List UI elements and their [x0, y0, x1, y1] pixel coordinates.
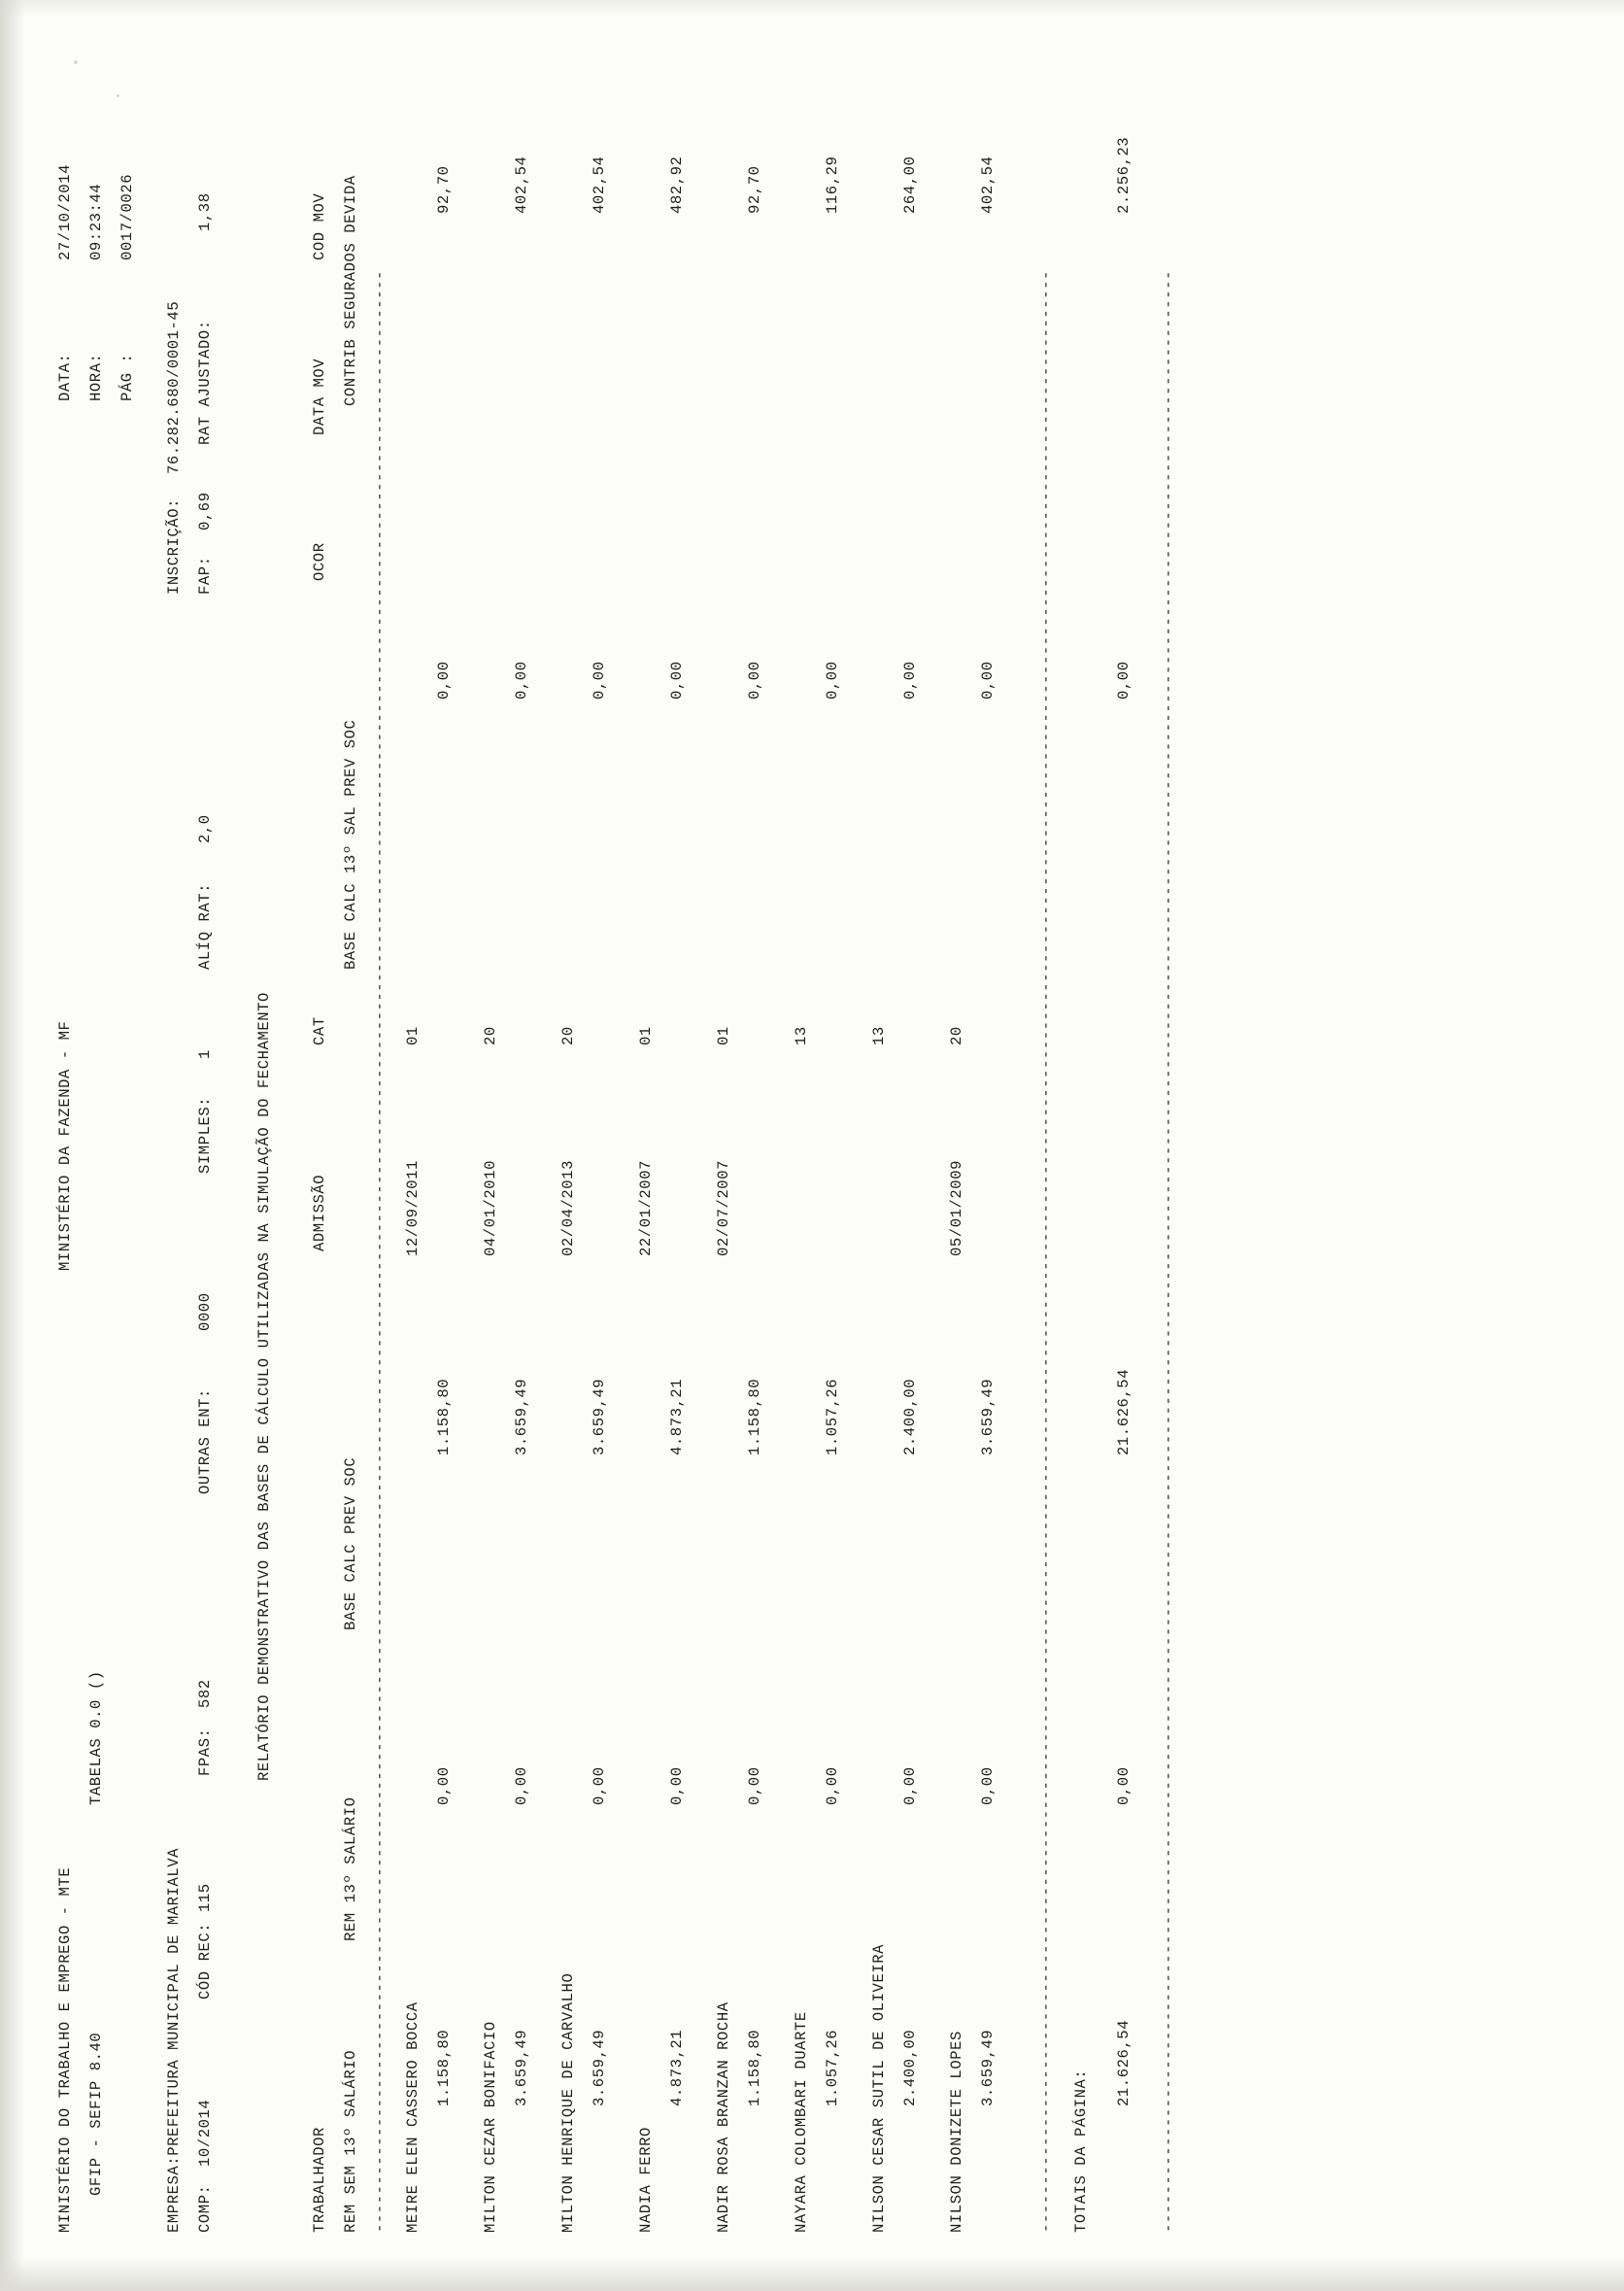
table-row: 0,00 [746, 661, 763, 700]
report-title: RELATÓRIO DEMONSTRATIVO DAS BASES DE CÁLCULO UTILIZADAS NA SIMULAÇÃO DO FECHAMENTO [255, 992, 273, 1781]
fap-label: FAP: [196, 556, 214, 595]
column-header-admissao: ADMISSÃO [311, 1174, 328, 1251]
table-row: 0,00 [824, 661, 841, 700]
table-row: 2.400,00 [901, 1378, 919, 1455]
hora-label: HORA: [87, 353, 105, 401]
table-row: MEIRE ELEN CASSERO BOCCA [404, 2001, 422, 2233]
data-label: DATA: [56, 353, 74, 401]
table-row: 3.659,49 [979, 2029, 997, 2106]
column-header-trabalhador: TRABALHADOR [311, 2127, 328, 2233]
table-row: 3.659,49 [591, 1378, 608, 1455]
table-row: 1.158,80 [746, 2029, 763, 2106]
table-row: 20 [559, 1026, 577, 1045]
table-row: 92,70 [746, 165, 763, 214]
table-row: 3.659,49 [513, 1378, 530, 1455]
bottom-separator: ------------------------------------------------------------------------------------------------------------------------------------------------------------------------------------------------------------ [1160, 270, 1177, 2233]
table-row: 0,00 [901, 1766, 919, 1805]
table-row: 13 [793, 1026, 810, 1045]
fap-value: 0,69 [196, 492, 214, 530]
table-row: 1.057,26 [824, 2029, 841, 2106]
table-row: 0,00 [435, 661, 453, 700]
data-value: 27/10/2014 [56, 163, 74, 260]
column-header-contrib-segurados: CONTRIB SEGURADOS DEVIDA [342, 175, 359, 406]
totals-rem-sem-13: 21.626,54 [1115, 2019, 1133, 2106]
fpas-label: FPAS: [196, 1727, 214, 1776]
pag-value: 0017/0026 [118, 173, 136, 260]
table-row: 20 [482, 1026, 499, 1045]
table-row: NILSON DONIZETE LOPES [948, 2031, 965, 2233]
table-row: 1.158,80 [435, 2029, 453, 2106]
cod-rec-value: 115 [196, 1883, 214, 1912]
report-sheet [56, 47, 1572, 2233]
table-row: 0,00 [668, 661, 686, 700]
totals-contrib-segurados: 2.256,23 [1115, 136, 1133, 214]
table-row: 1.158,80 [435, 1378, 453, 1455]
table-row: 0,00 [591, 1766, 608, 1805]
table-row: MILTON CEZAR BONIFACIO [482, 2021, 499, 2233]
table-row: 3.659,49 [591, 2029, 608, 2106]
table-row: 264,00 [901, 155, 919, 214]
header-separator: ------------------------------------------------------------------------------------------------------------------------------------------------------------------------------------------------------------ [371, 270, 389, 2233]
simples-value: 1 [196, 1049, 214, 1059]
table-row: 92,70 [435, 165, 453, 214]
table-row: 116,29 [824, 155, 841, 214]
table-row: 0,00 [513, 1766, 530, 1805]
column-header-cod-mov: COD MOV [311, 192, 328, 260]
totals-label: TOTAIS DA PÁGINA: [1072, 2069, 1090, 2233]
table-row: 13 [870, 1026, 888, 1045]
table-row: 20 [948, 1026, 965, 1045]
cod-rec-label: CÓD REC: [196, 1922, 214, 2000]
table-row: NILSON CESAR SUTIL DE OLIVEIRA [870, 1943, 888, 2233]
table-row: 01 [637, 1026, 655, 1045]
ministry-center-label: MINISTÉRIO DA FAZENDA - MF [56, 1020, 74, 1271]
pag-label: PÁG : [118, 353, 136, 401]
table-row: 0,00 [979, 661, 997, 700]
empresa-line: EMPRESA:PREFEITURA MUNICIPAL DE MARIALVA [165, 1847, 183, 2233]
gfip-sefip-label: GFIP - SEFIP 8.40 [87, 2032, 105, 2196]
table-row: 0,00 [591, 661, 608, 700]
totals-base-calc-prev-soc: 21.626,54 [1115, 1368, 1133, 1455]
table-row: 3.659,49 [513, 2029, 530, 2106]
rat-ajustado-value: 1,38 [196, 192, 214, 231]
table-row: 0,00 [746, 1766, 763, 1805]
fpas-value: 582 [196, 1679, 214, 1708]
totals-separator: ------------------------------------------------------------------------------------------------------------------------------------------------------------------------------------------------------------ [1037, 270, 1055, 2233]
outras-ent-value: 0000 [196, 1292, 214, 1331]
table-row: 3.659,49 [979, 1378, 997, 1455]
outras-ent-label: OUTRAS ENT: [196, 1388, 214, 1494]
table-row: 0,00 [824, 1766, 841, 1805]
column-header-ocor: OCOR [311, 542, 328, 581]
table-row: NADIR ROSA BRANZAN ROCHA [715, 2001, 732, 2233]
column-header-base-calc-13-sal: BASE CALC 13º SAL PREV SOC [342, 719, 359, 970]
inscricao-label: INSCRIÇÃO: [165, 497, 183, 595]
table-row: 12/09/2011 [404, 1159, 422, 1256]
hora-value: 09:23:44 [87, 183, 105, 260]
column-header-rem-13: REM 13º SALÁRIO [342, 1796, 359, 1941]
table-row: 1.158,80 [746, 1378, 763, 1455]
column-header-data-mov: DATA MOV [311, 358, 328, 435]
table-row: 1.057,26 [824, 1378, 841, 1455]
table-row: 402,54 [591, 155, 608, 214]
table-row: 0,00 [668, 1766, 686, 1805]
totals-rem-13: 0,00 [1115, 1766, 1133, 1805]
table-row: NAYARA COLOMBARI DUARTE [793, 2011, 810, 2233]
table-row: 0,00 [901, 661, 919, 700]
table-row: 402,54 [979, 155, 997, 214]
table-row: 02/04/2013 [559, 1159, 577, 1256]
rat-ajustado-label: RAT AJUSTADO: [196, 320, 214, 445]
table-row: NADIA FERRO [637, 2127, 655, 2233]
table-row: 4.873,21 [668, 1378, 686, 1455]
simples-label: SIMPLES: [196, 1096, 214, 1174]
table-row: 2.400,00 [901, 2029, 919, 2106]
tabelas-label: TABELAS 0.0 () [87, 1670, 105, 1805]
table-row: 02/07/2007 [715, 1159, 732, 1256]
column-header-cat: CAT [311, 1016, 328, 1045]
table-row: 0,00 [979, 1766, 997, 1805]
comp-label: COMP: [196, 2184, 214, 2233]
ministry-left-label: MINISTÉRIO DO TRABALHO E EMPREGO - MTE [56, 1866, 74, 2233]
inscricao-value: 76.282.680/0001-45 [165, 300, 183, 474]
table-row: 402,54 [513, 155, 530, 214]
table-row: 01 [404, 1026, 422, 1045]
table-row: 01 [715, 1026, 732, 1045]
table-row: 482,92 [668, 155, 686, 214]
table-row: 04/01/2010 [482, 1159, 499, 1256]
aliq-rat-value: 2,0 [196, 814, 214, 843]
table-row: 0,00 [513, 661, 530, 700]
totals-base-calc-13-sal: 0,00 [1115, 661, 1133, 700]
table-row: 4.873,21 [668, 2029, 686, 2106]
aliq-rat-label: ALÍQ RAT: [196, 882, 214, 970]
column-header-rem-sem-13: REM SEM 13º SALÁRIO [342, 2049, 359, 2233]
table-row: 0,00 [435, 1766, 453, 1805]
table-row: 22/01/2007 [637, 1159, 655, 1256]
table-row: MILTON HENRIQUE DE CARVALHO [559, 1972, 577, 2233]
comp-value: 10/2014 [196, 2099, 214, 2167]
table-row: 05/01/2009 [948, 1159, 965, 1256]
column-header-base-calc-prev-soc: BASE CALC PREV SOC [342, 1456, 359, 1630]
